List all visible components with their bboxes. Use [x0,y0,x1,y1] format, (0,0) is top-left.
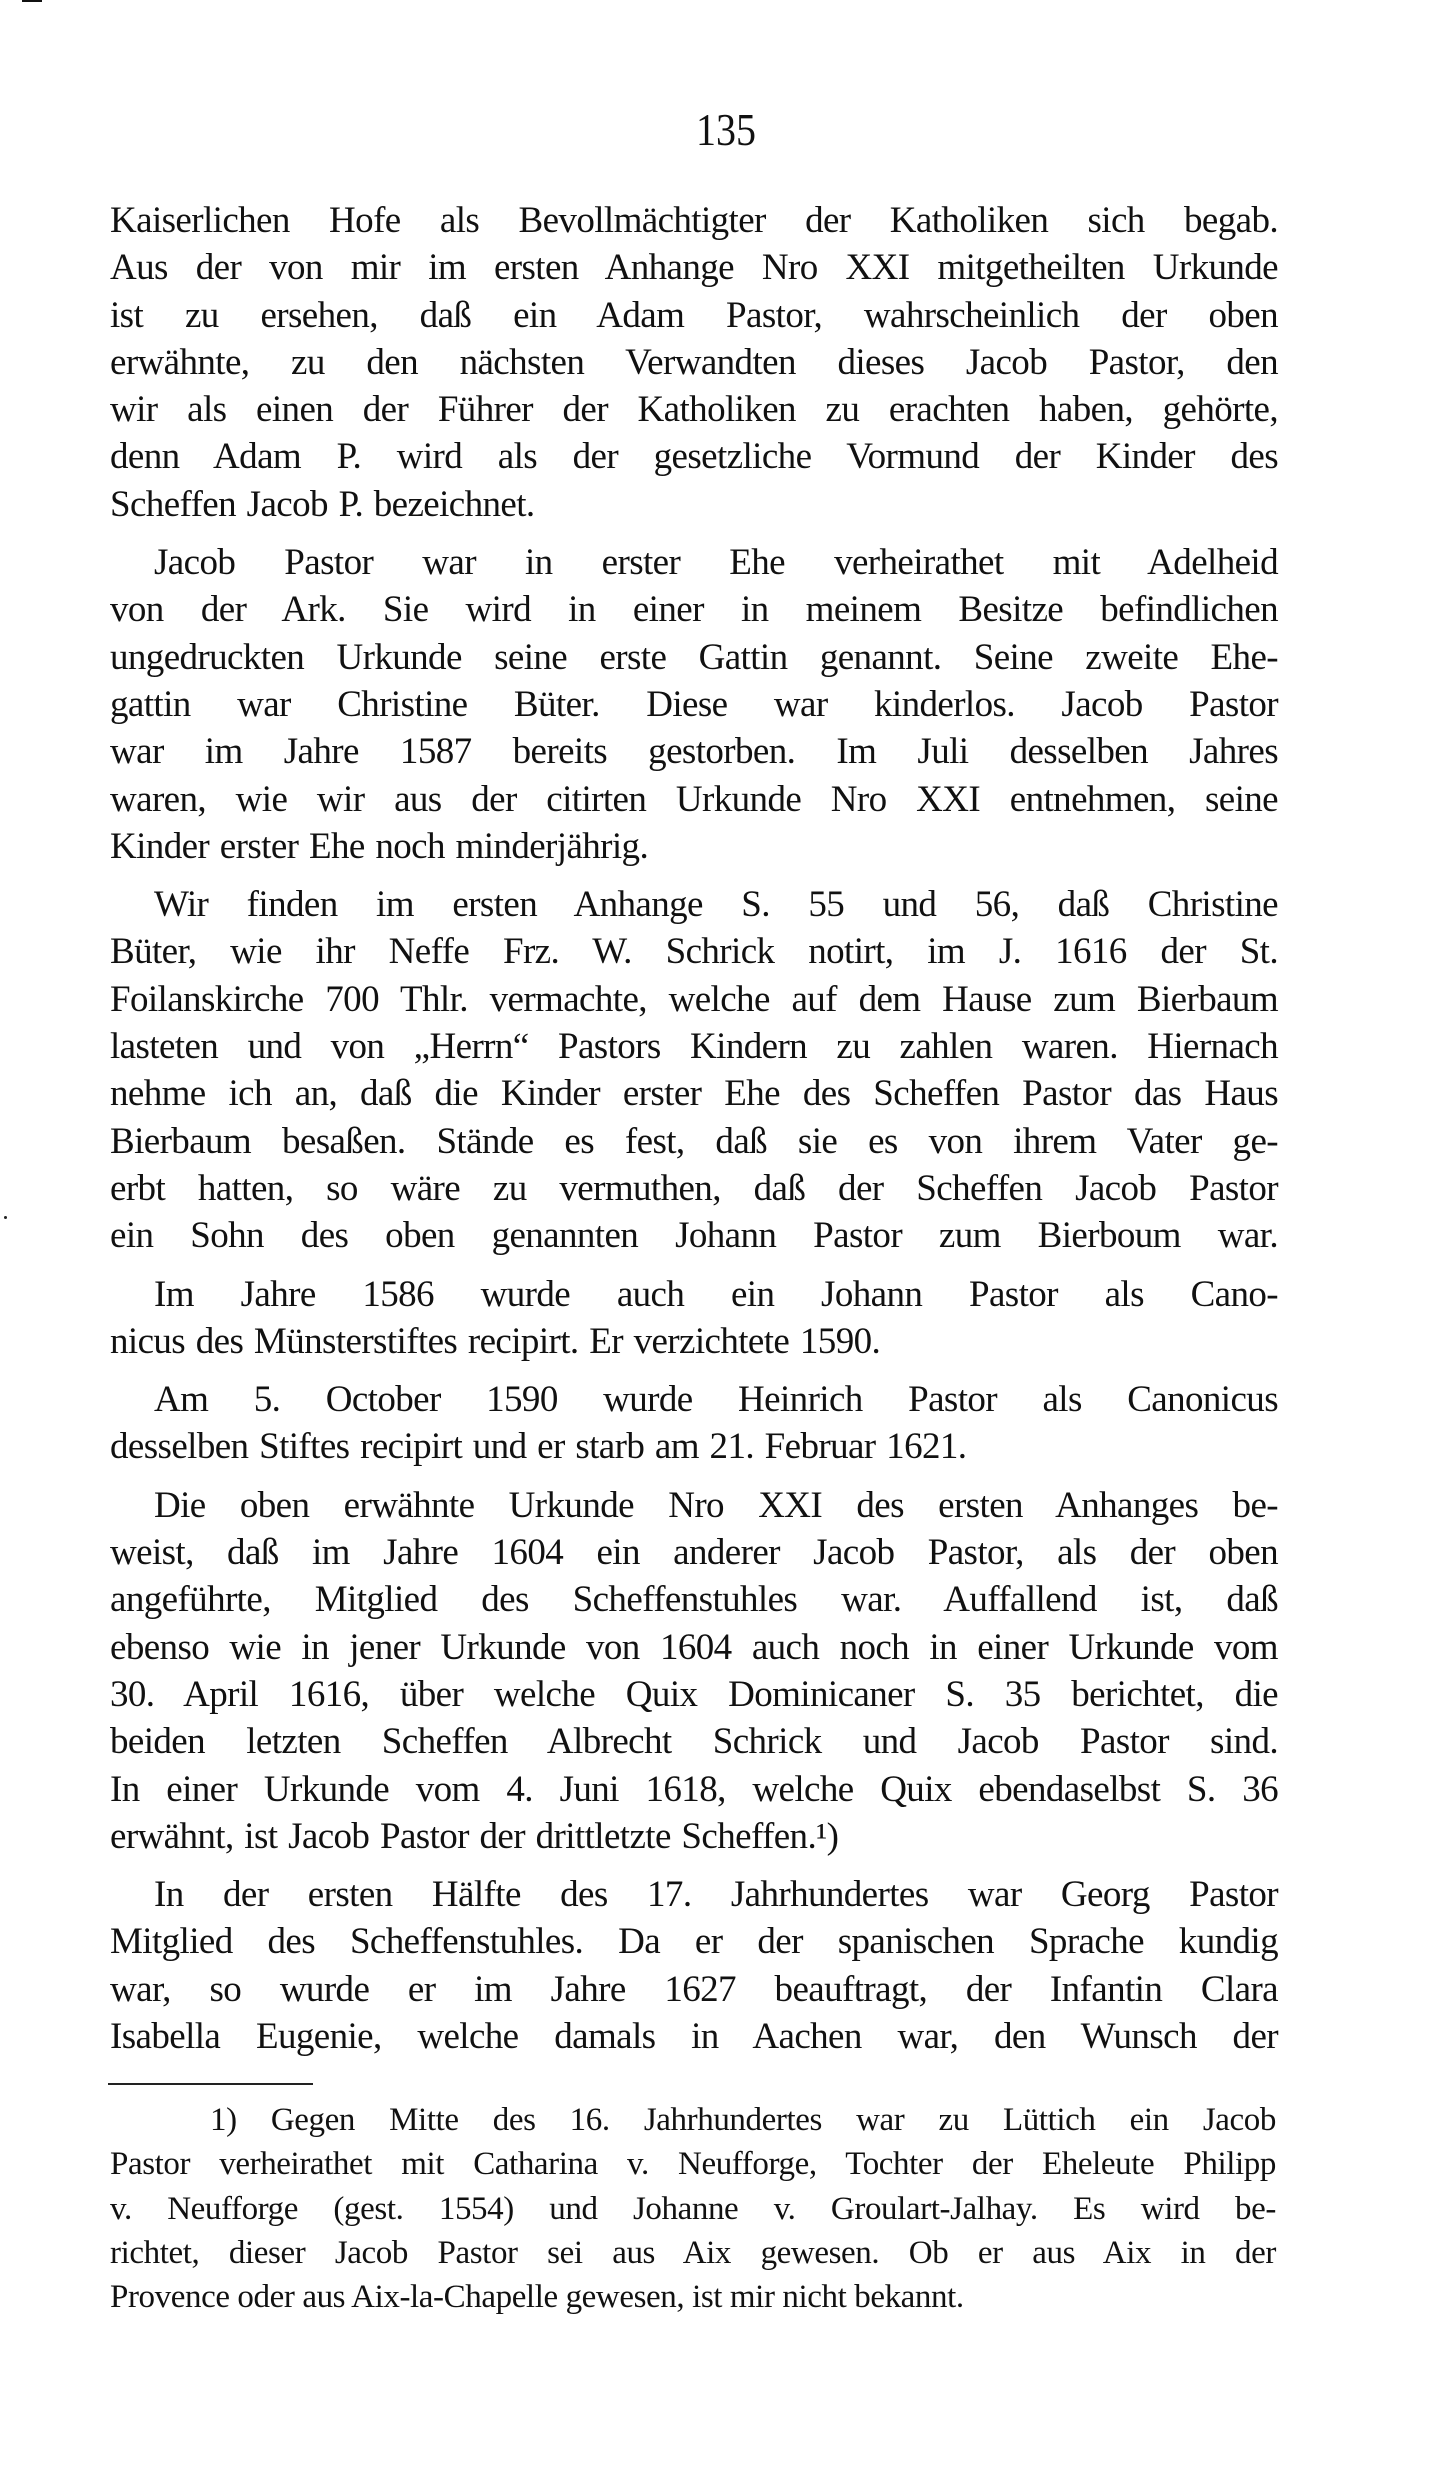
text-line: Foilanskirche 700 Thlr. vermachte, welche auf dem Hause zum Bierbaum [110,978,1278,1020]
text-line: Mitglied des Scheffenstuhles. Da er der spanischen Sprache kundig [110,1921,1278,1963]
text-line: Isabella Eugenie, welche damals in Aachen war, den Wunsch der [110,2015,1278,2057]
text-line: desselben Stiftes recipirt und er starb am 21. Februar 1621. [110,1426,967,1468]
text-line: nehme ich an, daß die Kinder erster Ehe des Scheffen Pastor das Haus [110,1073,1278,1115]
text-line: ebenso wie in jener Urkunde von 1604 auch noch in einer Urkunde vom [110,1626,1278,1668]
text-line: ein Sohn des oben genannten Johann Pastor zum Bierboum war. [110,1215,1278,1257]
text-line: denn Adam P. wird als der gesetzliche Vormund der Kinder des [110,436,1278,478]
footnote-line: Pastor verheirathet mit Catharina v. Neufforge, Tochter der Eheleute Philipp [110,2146,1276,2183]
text-line: war, so wurde er im Jahre 1627 beauftragt, der Infantin Clara [110,1968,1278,2010]
text-line: wir als einen der Führer der Katholiken zu erachten haben, gehörte, [110,389,1278,431]
text-line: Kinder erster Ehe noch minderjährig. [110,825,649,867]
footnote-line: richtet, dieser Jacob Pastor sei aus Aix gewesen. Ob er aus Aix in der [110,2234,1276,2271]
paragraph [110,539,1278,870]
text-line: 30. April 1616, über welche Quix Dominicaner S. 35 berichtet, die [110,1673,1278,1715]
paragraph [110,1376,1278,1471]
text-line: Kaiserlichen Hofe als Bevollmächtigter der Katholiken sich begab. [110,200,1278,241]
text-line: weist, daß im Jahre 1604 ein anderer Jacob Pastor, als der oben [110,1532,1278,1574]
text-line: Bierbaum besaßen. Stände es fest, daß sie es von ihrem Vater ge- [110,1120,1278,1162]
text-line: Jacob Pastor war in erster Ehe verheirathet mit Adelheid [154,542,1278,584]
footnote-separator [108,2083,313,2085]
text-line: erwähnte, zu den nächsten Verwandten dieses Jacob Pastor, den [110,341,1278,383]
text-line: waren, wie wir aus der citirten Urkunde Nro XXI entnehmen, seine [110,778,1278,820]
text-line: In einer Urkunde vom 4. Juni 1618, welche Quix ebendaselbst S. 36 [110,1768,1278,1810]
text-line: beiden letzten Scheffen Albrecht Schrick und Jacob Pastor sind. [110,1721,1278,1763]
text-line: Wir finden im ersten Anhange S. 55 und 56, daß Christine [154,884,1278,926]
footnote [110,2098,1276,2319]
page-number: 135 [696,103,756,156]
paragraph [110,1871,1278,2060]
text-line: Aus der von mir im ersten Anhange Nro XXI mitgetheilten Urkunde [110,247,1278,289]
text-line: Scheffen Jacob P. bezeichnet. [110,483,535,525]
footnote-line: 1) Gegen Mitte des 16. Jahrhundertes war zu Lüttich ein Jacob [210,2102,1276,2138]
text-line: ungedruckten Urkunde seine erste Gattin genannt. Seine zweite Ehe- [110,636,1278,678]
paragraph [110,1271,1278,1366]
footnote-marker: 1) [210,2102,237,2138]
text-line: Die oben erwähnte Urkunde Nro XXI des ersten Anhanges be- [154,1484,1278,1526]
text-line: nicus des Münsterstiftes recipirt. Er verzichtete 1590. [110,1320,881,1362]
text-line: Im Jahre 1586 wurde auch ein Johann Pastor als Cano- [154,1273,1278,1315]
text-line: lasteten und von „Herrn“ Pastors Kindern zu zahlen waren. Hiernach [110,1026,1278,1068]
text-line: angeführte, Mitglied des Scheffenstuhles war. Auffallend ist, daß [110,1579,1278,1621]
paragraph [110,881,1278,1259]
text-line: Büter, wie ihr Neffe Frz. W. Schrick notirt, im J. 1616 der St. [110,931,1278,973]
paragraph [110,1482,1278,1860]
text-line: von der Ark. Sie wird in einer in meinem Besitze befindlichen [110,589,1278,631]
body-text [110,197,1278,2060]
scan-speck [4,1216,7,1219]
text-line: erbt hatten, so wäre zu vermuthen, daß der Scheffen Jacob Pastor [110,1167,1278,1209]
footnote-line: v. Neufforge (gest. 1554) und Johanne v. Groulart-Jalhay. Es wird be- [110,2190,1276,2227]
text-line: war im Jahre 1587 bereits gestorben. Im Juli desselben Jahres [110,731,1278,773]
text-line: gattin war Christine Büter. Diese war kinderlos. Jacob Pastor [110,683,1278,725]
text-line: erwähnt, ist Jacob Pastor der drittletzte Scheffen.¹) [110,1815,839,1857]
text-line: Am 5. October 1590 wurde Heinrich Pastor als Canonicus [154,1379,1278,1421]
footnote-line: Provence oder aus Aix-la-Chapelle gewesen, ist mir nicht bekannt. [110,2279,964,2316]
scan-corner-mark [22,0,42,2]
text-line: In der ersten Hälfte des 17. Jahrhundertes war Georg Pastor [154,1874,1278,1916]
text-line: ist zu ersehen, daß ein Adam Pastor, wahrscheinlich der oben [110,294,1278,336]
paragraph [110,197,1278,528]
